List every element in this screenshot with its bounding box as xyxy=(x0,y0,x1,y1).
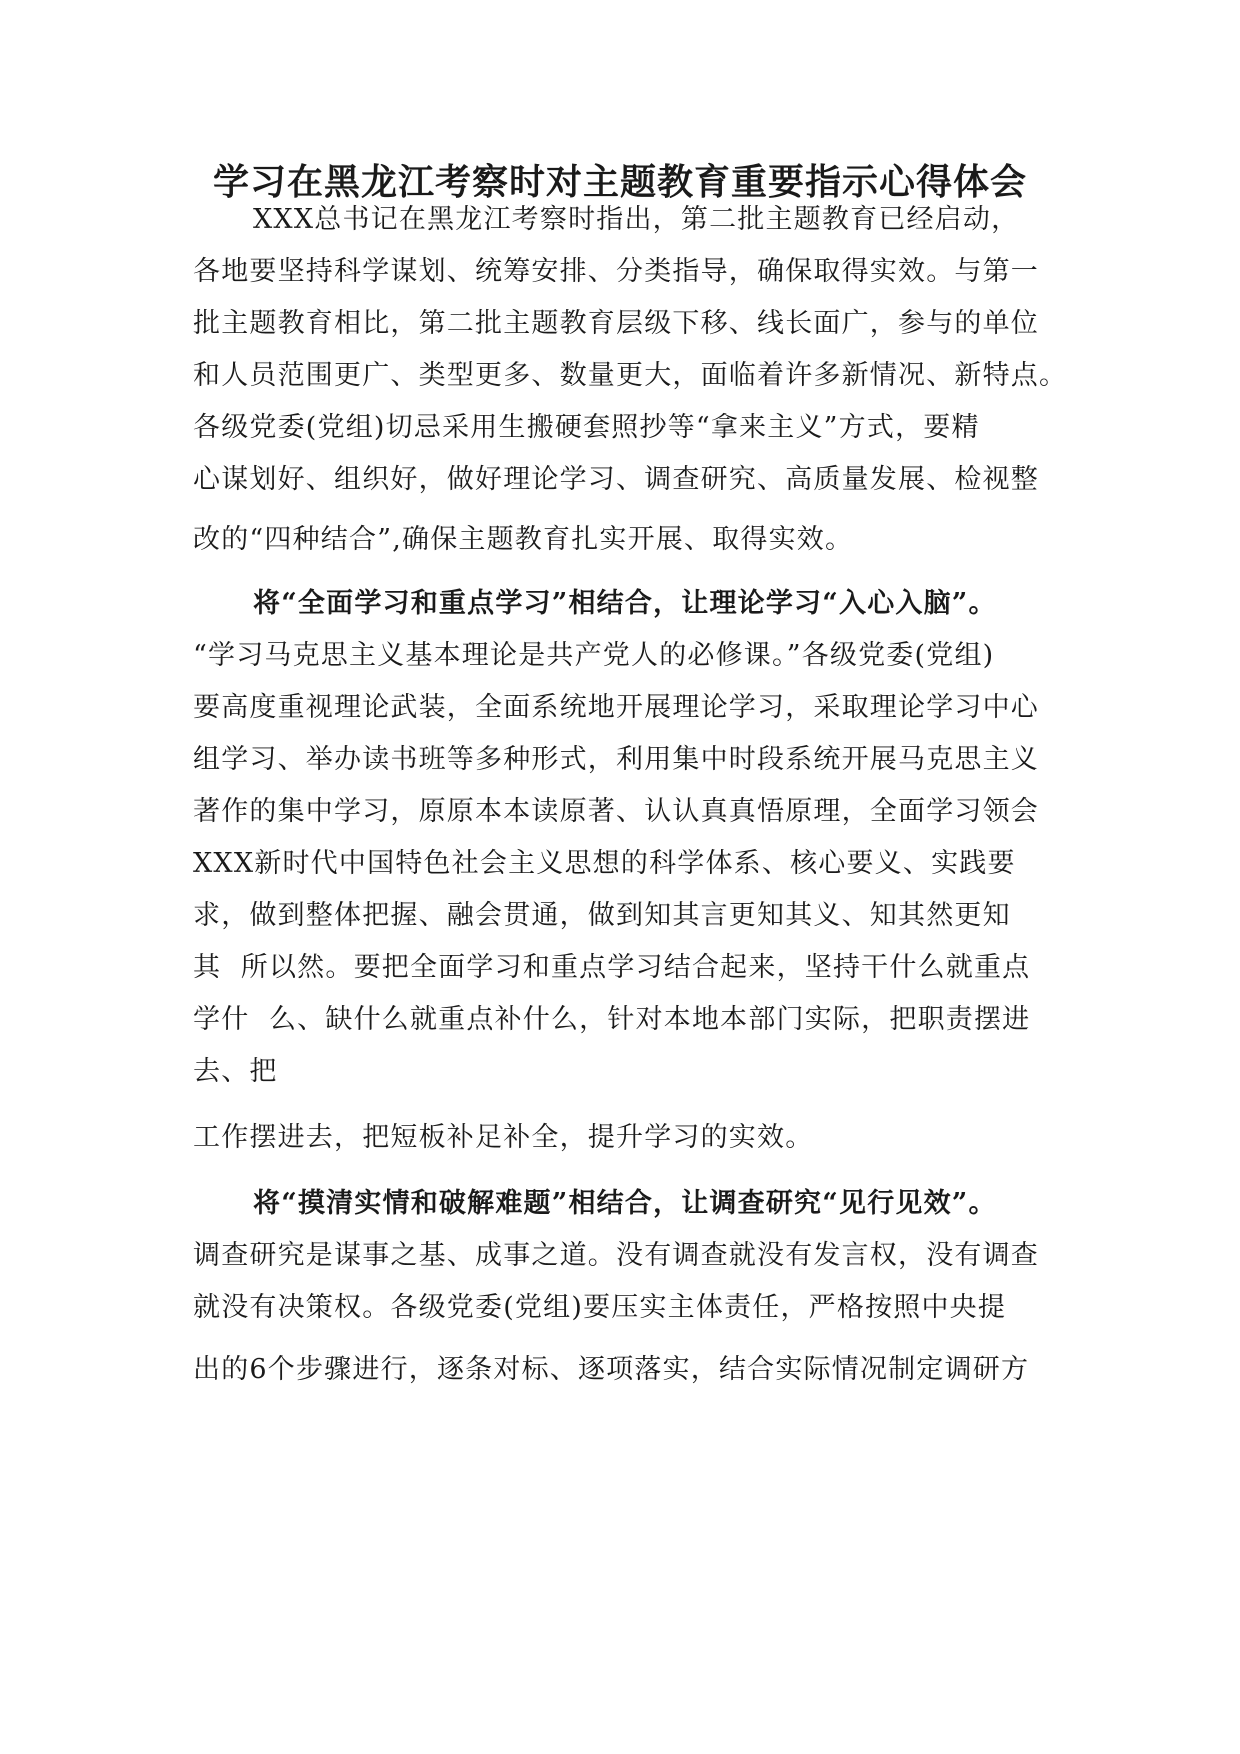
paragraph-line: 著作的集中学习，原原本本读原著、认认真真悟原理，全面学习领会 xyxy=(193,796,1039,827)
document-title: 学习在黑龙江考察时对主题教育重要指示心得体会 xyxy=(212,161,1027,203)
section-heading: 将“全面学习和重点学习”相结合，让理论学习“入心入脑”。 xyxy=(253,588,997,619)
paragraph-line: 改的“四种结合”,确保主题教育扎实开展、取得实效。 xyxy=(193,524,854,555)
paragraph-line: 出的6个步骤进行，逐条对标、逐项落实，结合实际情况制定调研方 xyxy=(193,1354,1030,1385)
paragraph-line: 各地要坚持科学谋划、统筹安排、分类指导，确保取得实效。与第一 xyxy=(193,256,1039,287)
paragraph-line: XXX新时代中国特色社会主义思想的科学体系、核心要义、实践要 xyxy=(193,848,1016,879)
paragraph-line: 要高度重视理论武装，全面系统地开展理论学习，采取理论学习中心 xyxy=(193,692,1039,723)
paragraph-line: 和人员范围更广、类型更多、数量更大，面临着许多新情况、新特点。 xyxy=(193,360,1068,391)
paragraph-line: 各级党委(党组)切忌采用生搬硬套照抄等“拿来主义”方式，要精 xyxy=(193,412,980,443)
paragraph-line: 就没有决策权。各级党委(党组)要压实主体责任，严格按照中央提 xyxy=(193,1292,1007,1323)
paragraph-line: XXX总书记在黑龙江考察时指出，第二批主题教育已经启动， xyxy=(253,204,1020,235)
paragraph-line: 批主题教育相比，第二批主题教育层级下移、线长面广，参与的单位 xyxy=(193,308,1039,339)
paragraph-line: 工作摆进去，把短板补足补全，提升学习的实效。 xyxy=(193,1122,814,1153)
paragraph-line: 组学习、举办读书班等多种形式，利用集中时段系统开展马克思主义 xyxy=(193,744,1039,775)
paragraph-line: 心谋划好、组织好，做好理论学习、调查研究、高质量发展、检视整 xyxy=(193,464,1039,495)
paragraph-line: 求，做到整体把握、融会贯通，做到知其言更知其义、知其然更知 xyxy=(193,900,1011,931)
paragraph-line: 调查研究是谋事之基、成事之道。没有调查就没有发言权，没有调查 xyxy=(193,1240,1039,1271)
section-heading: 将“摸清实情和破解难题”相结合，让调查研究“见行见效”。 xyxy=(253,1188,997,1219)
paragraph-line: 学什 么、缺什么就重点补什么，针对本地本部门实际，把职责摆进 xyxy=(193,1004,1031,1035)
paragraph-line: 其 所以然。要把全面学习和重点学习结合起来，坚持干什么就重点 xyxy=(193,952,1031,983)
paragraph-line: “学习马克思主义基本理论是共产党人的必修课。”各级党委(党组) xyxy=(193,640,995,671)
paragraph-line: 去、把 xyxy=(193,1056,278,1087)
